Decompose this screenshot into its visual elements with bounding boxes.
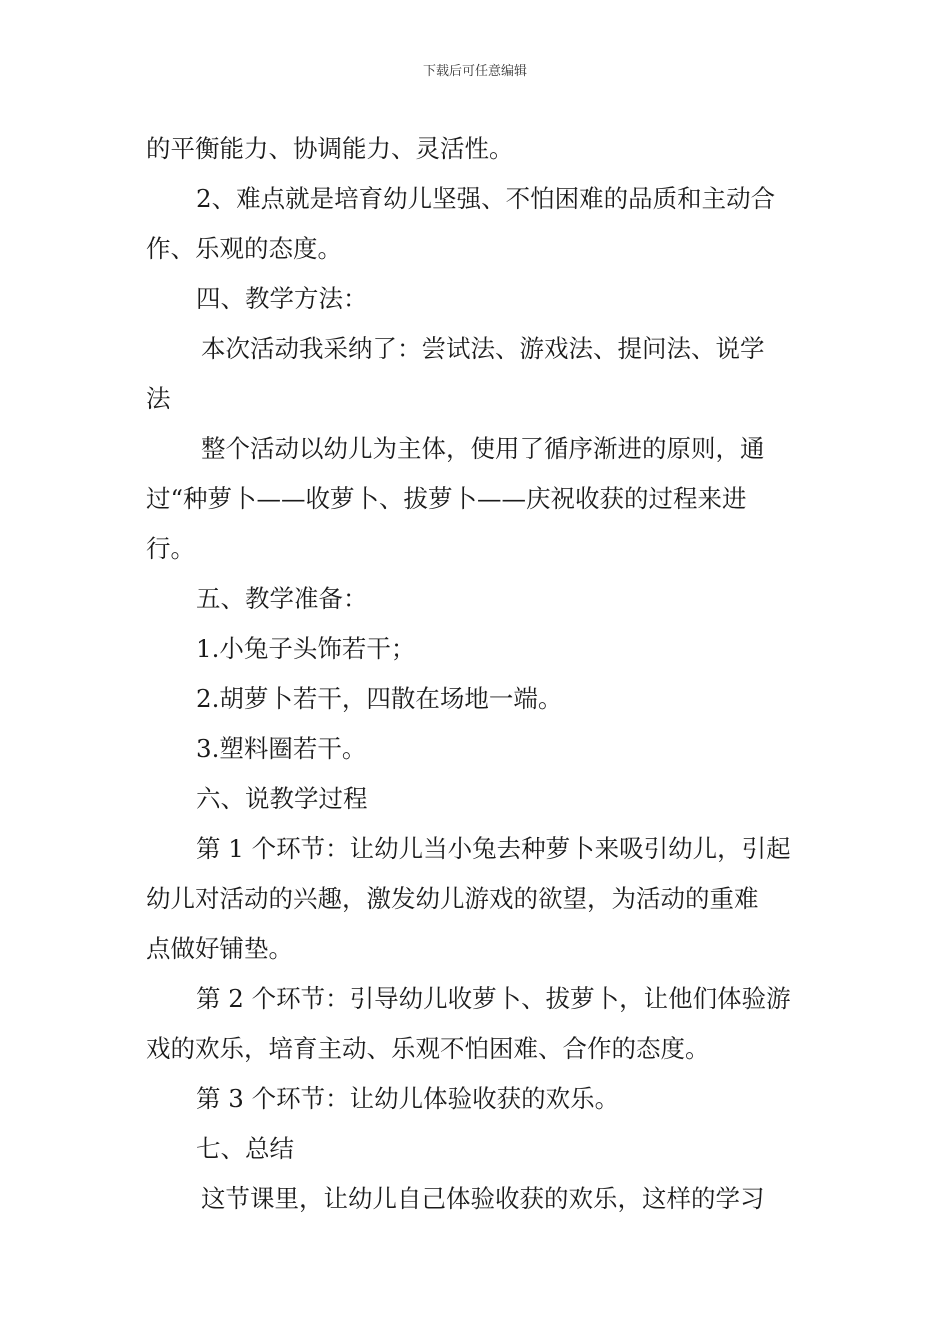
text-line: 点做好铺垫。 [146,934,293,963]
document-body [146,124,808,1224]
text-line: 行。 [146,534,195,563]
text-line: 过“种萝卜——收萝卜、拔萝卜——庆祝收获的过程来进 [146,484,747,513]
text-line: 幼儿对活动的兴趣，激发幼儿游戏的欲望，为活动的重难 [146,884,759,913]
list-item: 3.塑料圈若干。 [196,734,367,763]
list-item: 2.胡萝卜若干，四散在场地一端。 [196,684,563,713]
text-line: 作、乐观的态度。 [146,234,342,263]
text-line: 整个活动以幼儿为主体，使用了循序渐进的原则，通 [201,434,765,463]
text-line: 第 2 个环节：引导幼儿收萝卜、拔萝卜，让他们体验游 [196,984,791,1013]
text-line: 这节课里，让幼儿自己体验收获的欢乐，这样的学习 [201,1184,765,1213]
section-heading: 四、教学方法： [196,284,368,313]
section-heading: 六、说教学过程 [196,784,368,813]
text-line: 第 3 个环节：让幼儿体验收获的欢乐。 [196,1084,620,1113]
page-header: 下载后可任意编辑 [422,64,527,79]
section-heading: 五、教学准备： [196,584,368,613]
text-line: 本次活动我采纳了：尝试法、游戏法、提问法、说学 [201,334,765,363]
text-line: 2、难点就是培育幼儿坚强、不怕困难的品质和主动合 [196,184,776,213]
section-heading: 七、总结 [196,1134,294,1163]
list-item: 1.小兔子头饰若干； [196,634,416,663]
text-line: 法 [146,384,171,413]
text-line: 戏的欢乐，培育主动、乐观不怕困难、合作的态度。 [146,1034,710,1063]
text-line: 的平衡能力、协调能力、灵活性。 [146,134,514,163]
text-line: 第 1 个环节：让幼儿当小兔去种萝卜来吸引幼儿，引起 [196,834,791,863]
